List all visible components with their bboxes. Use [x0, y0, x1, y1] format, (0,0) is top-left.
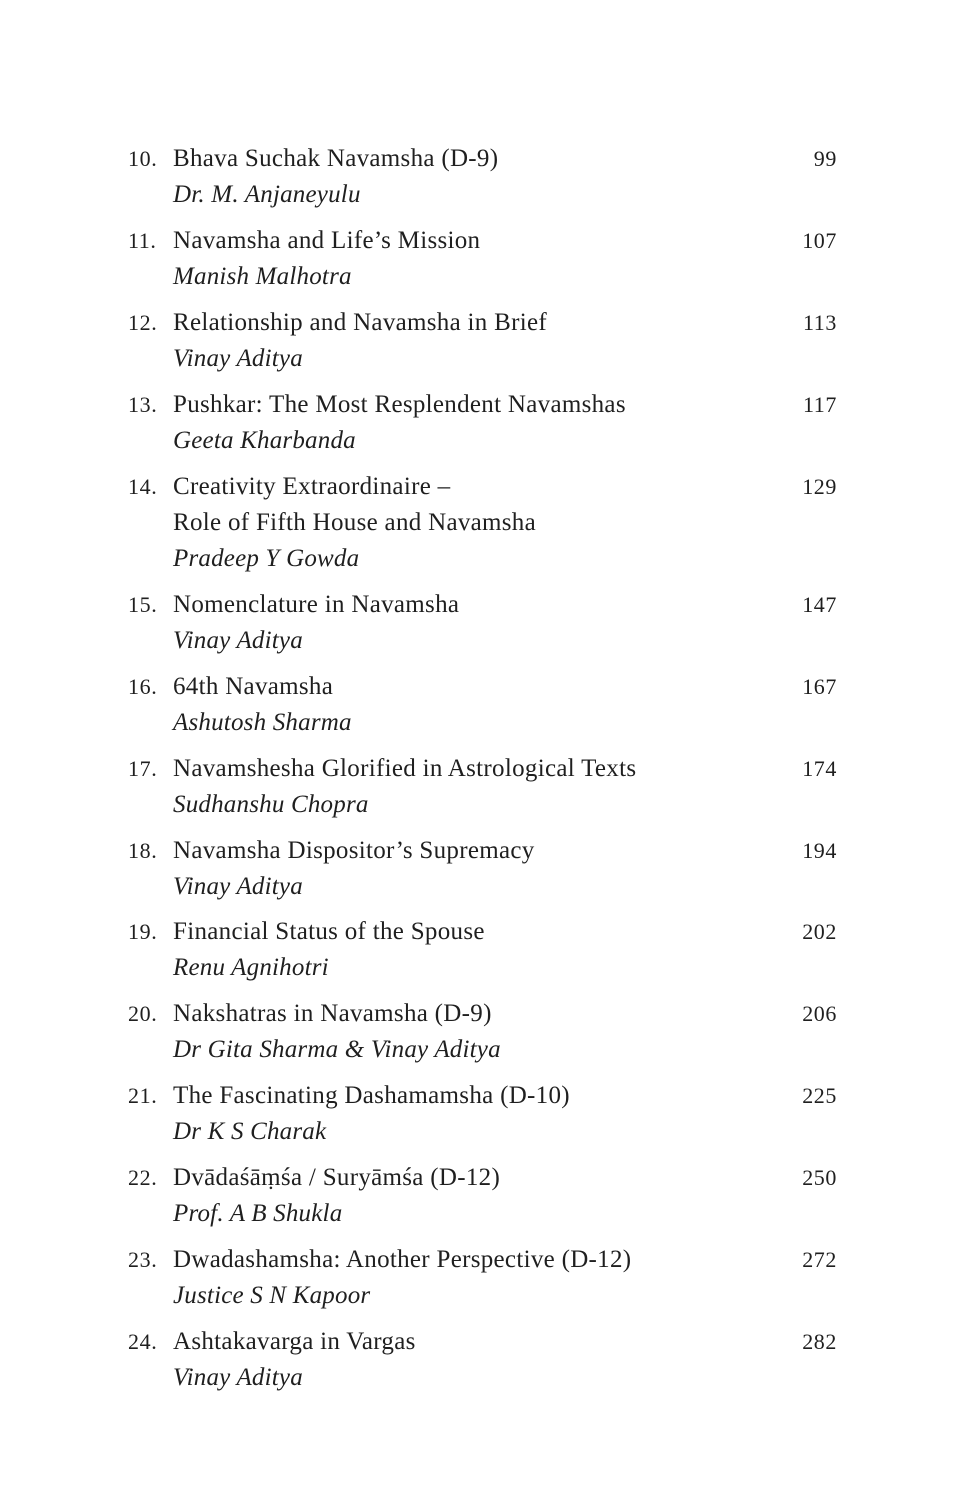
entry-page-number: 174: [802, 756, 837, 781]
entry-number: 23.: [128, 1247, 158, 1272]
entry-author: Vinay Aditya: [173, 345, 303, 372]
entry-author: Ashutosh Sharma: [173, 709, 352, 736]
entry-author: Vinay Aditya: [173, 1364, 303, 1391]
entry-title: Relationship and Navamsha in Brief: [173, 309, 548, 336]
entry-page-number: 129: [802, 474, 837, 499]
entry-number: 19.: [128, 919, 158, 944]
entry-title: Creativity Extraordinaire –: [173, 473, 451, 500]
entry-page-number: 194: [802, 838, 837, 863]
entry-author: Dr Gita Sharma & Vinay Aditya: [173, 1036, 501, 1063]
entry-title: Pushkar: The Most Resplendent Navamshas: [173, 391, 626, 418]
entry-title: 64th Navamsha: [173, 673, 334, 700]
entry-number: 13.: [128, 392, 158, 417]
entry-number: 24.: [128, 1329, 158, 1354]
entry-title: Nomenclature in Navamsha: [173, 591, 460, 618]
entry-number: 11.: [128, 228, 157, 253]
entry-title: Financial Status of the Spouse: [173, 918, 485, 945]
entry-title: Navamsha Dispositor’s Supremacy: [173, 837, 535, 864]
entry-title: Nakshatras in Navamsha (D-9): [173, 1000, 492, 1027]
entry-title: Dwadashamsha: Another Perspective (D-12): [173, 1246, 632, 1273]
entry-page-number: 206: [802, 1001, 837, 1026]
entry-page-number: 107: [802, 228, 837, 253]
entry-author: Sudhanshu Chopra: [173, 791, 369, 818]
entry-author: Dr K S Charak: [173, 1118, 327, 1145]
entry-number: 14.: [128, 474, 158, 499]
entry-page-number: 113: [803, 310, 837, 335]
entry-title: Navamshesha Glorified in Astrological Texts: [173, 755, 637, 782]
entry-number: 22.: [128, 1165, 158, 1190]
entry-page-number: 202: [802, 919, 837, 944]
entry-page-number: 167: [802, 674, 837, 699]
entry-number: 21.: [128, 1083, 158, 1108]
entry-page-number: 147: [802, 592, 837, 617]
entry-number: 17.: [128, 756, 158, 781]
entry-author: Justice S N Kapoor: [173, 1282, 371, 1309]
entry-title: Ashtakavarga in Vargas: [173, 1328, 416, 1355]
entry-page-number: 272: [802, 1247, 837, 1272]
entry-page-number: 117: [803, 392, 837, 417]
entry-page-number: 282: [802, 1329, 837, 1354]
entry-number: 15.: [128, 592, 158, 617]
entry-title: The Fascinating Dashamamsha (D-10): [173, 1082, 570, 1109]
entry-title: Dvādaśāṃśa / Suryāmśa (D-12): [173, 1164, 501, 1191]
entry-page-number: 250: [802, 1165, 837, 1190]
entry-number: 16.: [128, 674, 158, 699]
entry-number: 20.: [128, 1001, 158, 1026]
entry-page-number: 99: [813, 146, 837, 171]
entry-title-continued: Role of Fifth House and Navamsha: [173, 509, 537, 536]
entry-number: 10.: [128, 146, 158, 171]
entry-page-number: 225: [802, 1083, 837, 1108]
entry-title: Navamsha and Life’s Mission: [173, 227, 481, 254]
entry-number: 12.: [128, 310, 158, 335]
entry-title: Bhava Suchak Navamsha (D-9): [173, 145, 499, 172]
entry-author: Vinay Aditya: [173, 873, 303, 900]
entry-author: Prof. A B Shukla: [173, 1200, 343, 1227]
entry-author: Renu Agnihotri: [173, 954, 329, 981]
entry-author: Vinay Aditya: [173, 627, 303, 654]
entry-author: Manish Malhotra: [173, 263, 352, 290]
entry-author: Pradeep Y Gowda: [173, 545, 360, 572]
entry-author: Dr. M. Anjaneyulu: [173, 181, 361, 208]
entry-author: Geeta Kharbanda: [173, 427, 356, 454]
entry-number: 18.: [128, 838, 158, 863]
